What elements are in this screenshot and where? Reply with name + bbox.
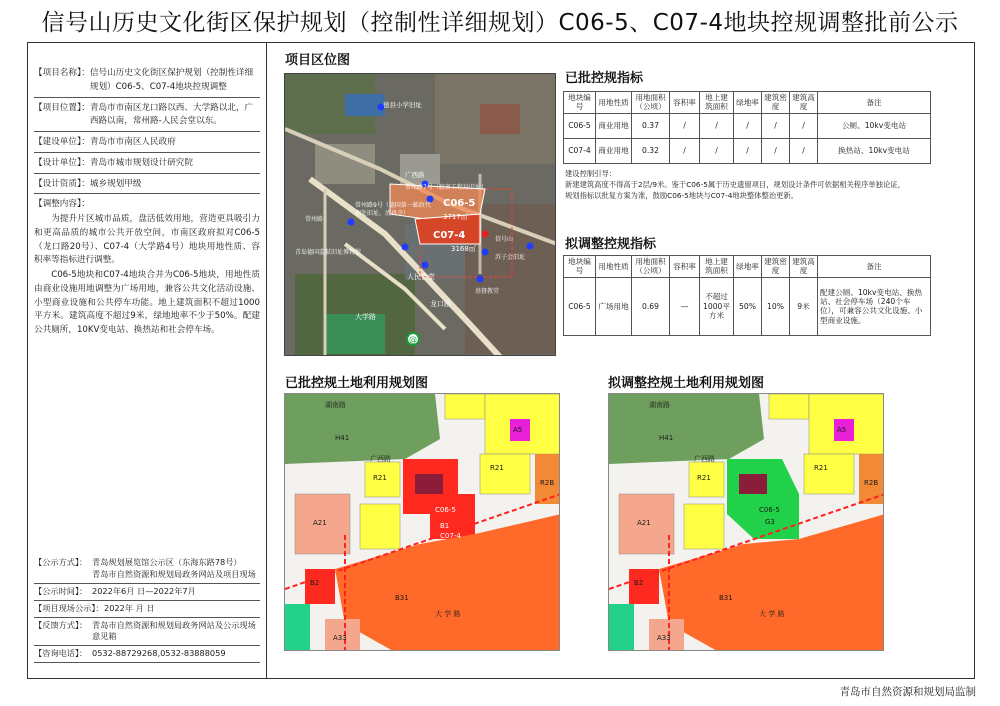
time-value: 2022年6月 日—2022年7月 (92, 585, 196, 596)
label-c07-4-area: 3168㎡ (451, 245, 476, 253)
table-cell: C06-5 (564, 113, 596, 138)
label-daxue-road: 大学路 (355, 313, 376, 321)
location-label: 【项目位置】： (34, 102, 90, 113)
header-cell: 备注 (818, 92, 931, 114)
header-cell: 建筑密度 (762, 256, 790, 278)
table-cell: 商业用地 (596, 138, 632, 163)
label-changzhou-7: 常州路7号（胶省工程局旧址） (405, 184, 487, 191)
label-guangxi-road: 广西路 (694, 455, 715, 463)
table-cell: / (700, 138, 734, 163)
label-xinhao: 信号山 (495, 236, 514, 243)
table-row (564, 113, 931, 138)
label-b31: B31 (719, 594, 733, 602)
proposed-landuse-map (608, 393, 884, 651)
label-c06-5: C06-5 (443, 198, 476, 209)
label-a21: A21 (637, 519, 651, 527)
notice-board (27, 42, 975, 679)
qualification-label: 【设计资质】： (34, 178, 90, 189)
table-cell: / (734, 138, 762, 163)
designer-row (34, 157, 260, 171)
feedback-row (34, 618, 260, 647)
method-line-1: 青岛规划展览馆公示区（东海东路78号） (92, 557, 242, 567)
qualification-row (34, 178, 260, 192)
header-cell: 地块编号 (564, 256, 596, 278)
table-cell: 公厕、10kv变电站 (818, 113, 931, 138)
page-title: 信号山历史文化街区保护规划（控制性详细规划）C06-5、C07-4地块控规调整批前公示 (41, 10, 959, 36)
approved-landuse-map (284, 393, 560, 651)
divider (34, 152, 260, 153)
approved-index-title: 已批控规指标 (565, 71, 644, 86)
table-cell: / (670, 138, 700, 163)
label-church: 基督教堂 (475, 288, 500, 295)
project-info-panel (34, 67, 260, 338)
feedback-label: 【反馈方式】： (34, 619, 88, 630)
label-b1: B1 (440, 522, 450, 530)
location-value: 青岛市市南区龙口路以西、大学路以北，广西路以南，常州路-人民会堂以东。 (89, 102, 254, 127)
label-a33: A33 (333, 634, 347, 642)
label-a33: A33 (657, 634, 671, 642)
label-b2: B2 (634, 579, 644, 587)
label-hunan-road: 湖南路 (649, 401, 670, 409)
table-cell: / (670, 113, 700, 138)
label-daxue-road: 大 学 路 (759, 610, 785, 618)
label-r2b: R2B (864, 479, 879, 487)
label-h41: H41 (335, 434, 350, 442)
table-cell: / (762, 113, 790, 138)
divider (34, 131, 260, 132)
credit-line: 青岛市自然资源和规划局监制 (839, 686, 976, 698)
label-g3: G3 (765, 518, 775, 526)
divider (34, 193, 260, 194)
header-cell: 建筑高度 (790, 92, 818, 114)
table-cell: 换热站、10kv变电站 (818, 138, 931, 163)
header-cell: 地上建筑面积 (700, 256, 734, 278)
location-map (284, 73, 556, 356)
table-cell: / (790, 138, 818, 163)
table-cell: 10% (762, 277, 790, 335)
phone-value: 0532-88729268,0532-83888059 (92, 648, 226, 659)
divider (34, 97, 260, 98)
table-cell: / (734, 113, 762, 138)
approved-header-row (564, 92, 931, 114)
method-value (92, 557, 260, 581)
proposed-index-title: 拟调整控规指标 (565, 237, 657, 252)
label-yuan: 苏子会旧址 (495, 254, 526, 261)
header-cell: 地上建筑面积 (700, 92, 734, 114)
label-daxue-road: 大 学 路 (435, 610, 461, 618)
table-cell: 不超过1000平方米 (700, 277, 734, 335)
header-cell: 容积率 (670, 92, 700, 114)
label-r21: R21 (697, 474, 711, 482)
phone-label: 【咨询电话】： (34, 648, 88, 659)
project-name-label: 【项目名称】： (34, 68, 90, 78)
header-cell: 备注 (818, 256, 931, 278)
table-cell: / (762, 138, 790, 163)
time-row (34, 584, 260, 601)
header-cell: 建筑密度 (762, 92, 790, 114)
label-b2: B2 (310, 579, 320, 587)
label-longkou-road: 龙口路 (430, 300, 451, 308)
label-r2b: R2B (540, 479, 555, 487)
label-r21: R21 (490, 464, 504, 472)
proposed-landuse-title: 拟调整控规土地利用规划图 (608, 376, 765, 391)
table-cell: 0.37 (632, 113, 670, 138)
label-hall: 人民会堂 (407, 273, 435, 281)
approved-index-table (563, 91, 931, 164)
site-value: 2022年 月 日 (104, 602, 155, 613)
label-guangxi-road: 广西路 (370, 455, 391, 463)
approved-landuse-title: 已批控规土地利用规划图 (285, 376, 429, 391)
location-row (34, 102, 260, 130)
label-b31: B31 (395, 594, 409, 602)
table-cell: 9米 (790, 277, 818, 335)
header-cell: 地块编号 (564, 92, 596, 114)
feedback-value: 青岛市自然资源和规划局政务网站及公示现场意见箱 (92, 619, 256, 642)
proposed-header-row (564, 256, 931, 278)
adjust-paragraph-2: C06-5地块和C07-4地块合并为C06-5地块，用地性质由商业设施用地调整为广场用地，兼容公共文化活动设施、小型商业设施和公共停车功能。地上建筑面积不超过1000平方米。建筑高度不超过9米，绿地地率不少于50%。配建公共厕所，10KV变电站、换热站和社会停车场。 (34, 270, 260, 335)
label-c06-5: C06-5 (435, 506, 456, 514)
notice-details (34, 555, 260, 663)
header-cell: 用地面积（公顷） (632, 256, 670, 278)
header-cell: 用地面积（公顷） (632, 92, 670, 114)
builder-row (34, 136, 260, 150)
proposed-index-table (563, 255, 931, 336)
time-label: 【公示时间】： (34, 585, 88, 596)
header-cell: 用地性质 (596, 92, 632, 114)
site-row (34, 601, 260, 618)
header-cell: 绿地率 (734, 92, 762, 114)
header-cell: 建筑高度 (790, 256, 818, 278)
label-school: 德县小学旧址 (383, 101, 422, 109)
header-cell: 绿地率 (734, 256, 762, 278)
label-a21: A21 (313, 519, 327, 527)
note-line-1: 建设控制引导： (565, 169, 617, 178)
label-changzhou-9: 常州路9号（德国第一邮政代理处旧址、清真寺） (355, 202, 431, 217)
method-label: 【公示方式】： (34, 557, 88, 567)
table-cell: / (700, 113, 734, 138)
project-name-value: 信号山历史文化街区保护规划（控制性详细规划）C06-5、C07-4地块控规调整 (89, 68, 254, 92)
label-changzhou-road: 常州路 (305, 216, 324, 223)
table-cell: 广场用地 (596, 277, 632, 335)
builder-value: 青岛市市南区人民政府 (89, 137, 176, 147)
designer-label: 【设计单位】： (34, 157, 90, 168)
note-line-2: 新建建筑高度不得高于2层/9米。鉴于C06-5属于历史遗留项目，规划设计条件可依据相关程序单独论证， (565, 179, 905, 189)
table-cell: 50% (734, 277, 762, 335)
label-museum: 青岛德国监狱旧址博物馆 (295, 249, 362, 256)
table-cell: 0.69 (632, 277, 670, 335)
adjust-paragraph-1: 为提升片区城市品质，盘活低效用地，营造更具吸引力和更高品质的城市公共开放空间，市南区政府拟对C06-5（龙口路20号）、C07-4（大学路4号）地块用地性质、容积率等指标进行调整。 (34, 214, 260, 266)
label-r21: R21 (373, 474, 387, 482)
table-cell: 商业用地 (596, 113, 632, 138)
label-c06-5-area: 3717㎡ (443, 213, 468, 221)
column-divider (266, 43, 267, 678)
table-cell: C07-4 (564, 138, 596, 163)
location-map-title: 项目区位图 (285, 53, 351, 68)
label-c07-4: C07-4 (440, 532, 461, 540)
header-cell: 用地性质 (596, 256, 632, 278)
header-cell: 容积率 (670, 256, 700, 278)
table-cell: / (790, 113, 818, 138)
table-cell: C06-5 (564, 277, 596, 335)
label-a5: A5 (513, 426, 523, 434)
note-line-3: 规划指标以批复方案为准，鼓励C06-5地块与C07-4地块整体整治更新。 (565, 190, 799, 200)
adjust-content-heading: 【调整内容】： (34, 199, 90, 210)
site-label: 【项目现场公示】： (34, 602, 104, 613)
approved-note (565, 169, 945, 202)
table-row (564, 138, 931, 163)
label-hunan-road: 湖南路 (325, 401, 346, 409)
table-row (564, 277, 931, 335)
project-name-row (34, 67, 260, 95)
method-line-2: 青岛市自然资源和规划局政务网站及项目现场 (92, 568, 256, 579)
table-cell: 配建公厕、10kv变电站、换热站、社会停车场（240个车位），可兼容公共文化设施、小型商业设施。 (818, 277, 931, 335)
builder-label: 【建设单位】： (34, 137, 90, 147)
label-a5: A5 (837, 426, 847, 434)
label-r21: R21 (814, 464, 828, 472)
svg-text:@: @ (409, 335, 417, 344)
phone-row (34, 646, 260, 663)
qualification-value: 城乡规划甲级 (89, 178, 142, 189)
divider (34, 173, 260, 174)
designer-value: 青岛市城市规划设计研究院 (89, 157, 193, 168)
label-c06-5: C06-5 (759, 506, 780, 514)
label-road-guangxi: 广西路 (405, 171, 425, 179)
table-cell: — (670, 277, 700, 335)
table-cell: 0.32 (632, 138, 670, 163)
label-h41: H41 (659, 434, 674, 442)
label-c07-4: C07-4 (433, 230, 466, 241)
method-row (34, 555, 260, 584)
